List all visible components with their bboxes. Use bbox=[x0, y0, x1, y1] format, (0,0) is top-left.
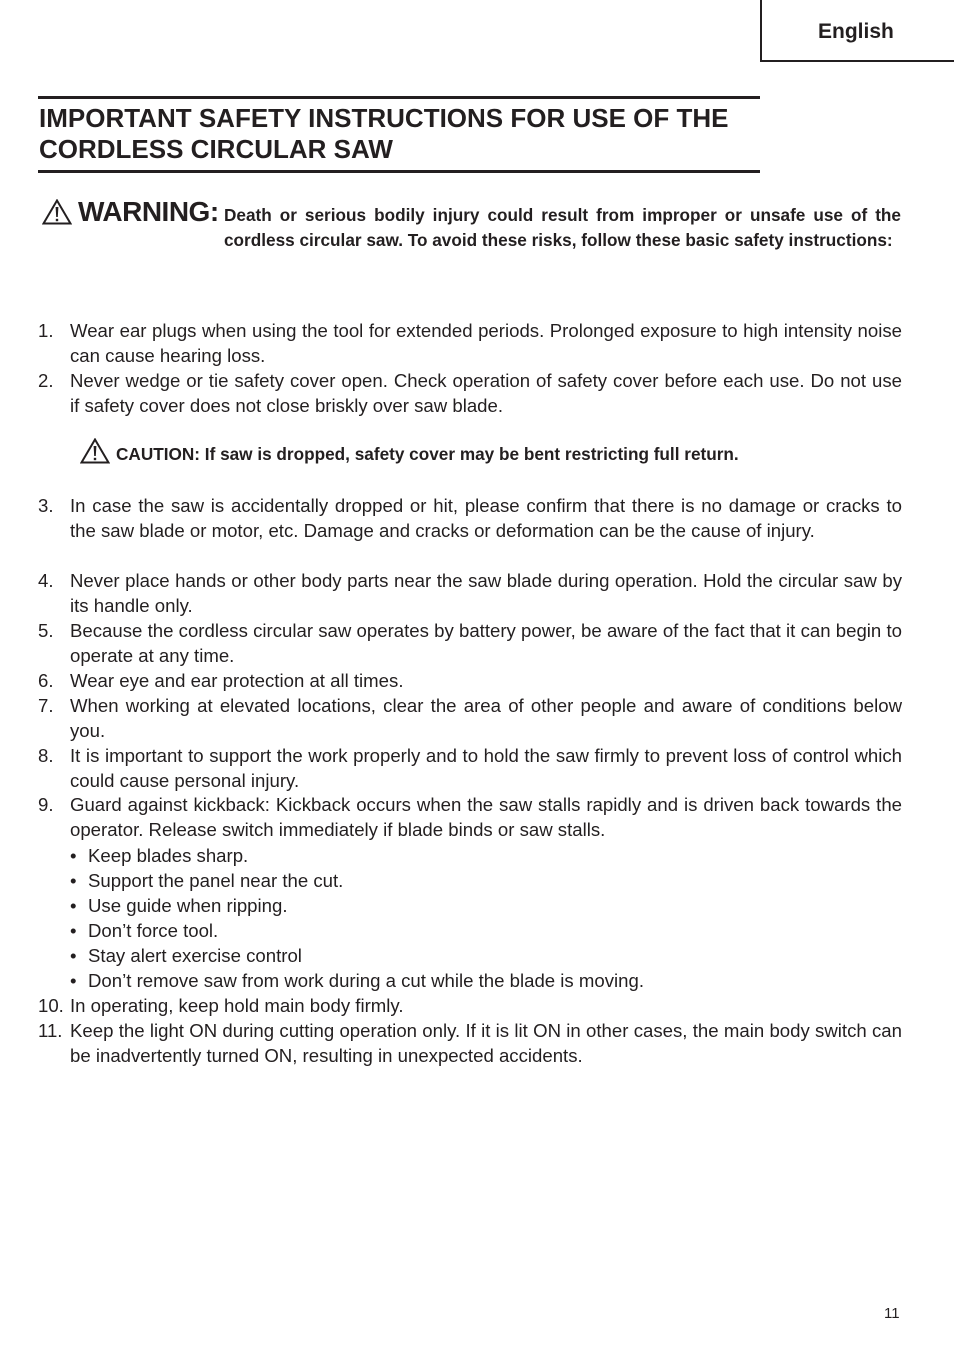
bullet-text: Stay alert exercise control bbox=[88, 945, 302, 966]
bullet-item bbox=[70, 843, 900, 868]
list-item bbox=[38, 792, 902, 842]
item-number: 2. bbox=[38, 370, 54, 391]
bullet-mark: • bbox=[70, 920, 77, 941]
bullet-item bbox=[70, 943, 900, 968]
list-item bbox=[38, 368, 902, 418]
bullet-item bbox=[70, 918, 900, 943]
list-item bbox=[38, 493, 902, 543]
bullet-item bbox=[70, 868, 900, 893]
warning-triangle-icon bbox=[42, 199, 72, 225]
warning-text: Death or serious bodily injury could result from improper or unsafe use of the cordless circular saw. To avoid these risks, follow these basic safety instructions: bbox=[224, 205, 901, 250]
list-item bbox=[38, 568, 902, 618]
bullet-item bbox=[70, 968, 900, 993]
item-text: Because the cordless circular saw operates by battery power, be aware of the fact that it can begin to operate at any time. bbox=[70, 620, 902, 666]
item-number: 8. bbox=[38, 745, 54, 766]
item-number: 6. bbox=[38, 670, 54, 691]
title-bottom-rule bbox=[38, 170, 760, 173]
list-item bbox=[38, 318, 902, 368]
list-item bbox=[38, 1018, 902, 1068]
item-number: 7. bbox=[38, 695, 54, 716]
item-text: In case the saw is accidentally dropped or hit, please confirm that there is no damage or cracks to the saw blade or motor, etc. Damage and cracks or deformation can be the cause of injury. bbox=[70, 495, 902, 541]
list-item bbox=[38, 618, 902, 668]
bullet-mark: • bbox=[70, 945, 77, 966]
list-item bbox=[38, 743, 902, 793]
item-text: Never wedge or tie safety cover open. Check operation of safety cover before each use. Do not use if safety cover does not close briskly over saw blade. bbox=[70, 370, 902, 416]
caution-note bbox=[80, 442, 910, 467]
caution-text: CAUTION: If saw is dropped, safety cover may be bent restricting full return. bbox=[116, 444, 739, 464]
bullet-text: Use guide when ripping. bbox=[88, 895, 288, 916]
item-number: 3. bbox=[38, 495, 54, 516]
item-number: 10. bbox=[38, 995, 64, 1016]
bullet-mark: • bbox=[70, 970, 77, 991]
item-number: 11. bbox=[38, 1020, 63, 1041]
item-text: It is important to support the work properly and to hold the saw firmly to prevent loss of control which could cause personal injury. bbox=[70, 745, 902, 791]
item-text: Wear eye and ear protection at all times. bbox=[70, 670, 404, 691]
bullet-mark: • bbox=[70, 895, 77, 916]
item-number: 5. bbox=[38, 620, 54, 641]
item-text: Guard against kickback: Kickback occurs when the saw stalls rapidly and is driven back towards the operator. Release switch immediately if blade binds or saw stalls. bbox=[70, 794, 902, 840]
item-text: Keep the light ON during cutting operation only. If it is lit ON in other cases, the main body switch can be inadvertently turned ON, resulting in unexpected accidents. bbox=[70, 1020, 902, 1066]
warning-label: WARNING: bbox=[78, 196, 219, 227]
page-title: IMPORTANT SAFETY INSTRUCTIONS FOR USE OF THE CORDLESS CIRCULAR SAW bbox=[39, 103, 729, 164]
bullet-mark: • bbox=[70, 870, 77, 891]
item-text: In operating, keep hold main body firmly. bbox=[70, 995, 404, 1016]
item-number: 9. bbox=[38, 794, 54, 815]
language-label: English bbox=[818, 20, 894, 43]
item-text: When working at elevated locations, clear the area of other people and aware of conditions below you. bbox=[70, 695, 902, 741]
bullet-text: Support the panel near the cut. bbox=[88, 870, 344, 891]
list-item bbox=[38, 993, 902, 1018]
list-item bbox=[38, 668, 902, 693]
bullet-text: Keep blades sharp. bbox=[88, 845, 249, 866]
language-tab bbox=[760, 0, 954, 62]
bullet-mark: • bbox=[70, 845, 77, 866]
caution-triangle-icon bbox=[80, 438, 110, 464]
bullet-text: Don’t remove saw from work during a cut while the blade is moving. bbox=[88, 970, 644, 991]
bullet-text: Don’t force tool. bbox=[88, 920, 219, 941]
item-text: Never place hands or other body parts near the saw blade during operation. Hold the circular saw by its handle only. bbox=[70, 570, 902, 616]
item-text: Wear ear plugs when using the tool for extended periods. Prolonged exposure to high intensity noise can cause hearing loss. bbox=[70, 320, 902, 366]
list-item bbox=[38, 693, 902, 743]
bullet-item bbox=[70, 893, 900, 918]
item-number: 4. bbox=[38, 570, 54, 591]
page-number: 11 bbox=[884, 1305, 900, 1322]
item-number: 1. bbox=[38, 320, 54, 341]
title-top-rule bbox=[38, 96, 760, 99]
